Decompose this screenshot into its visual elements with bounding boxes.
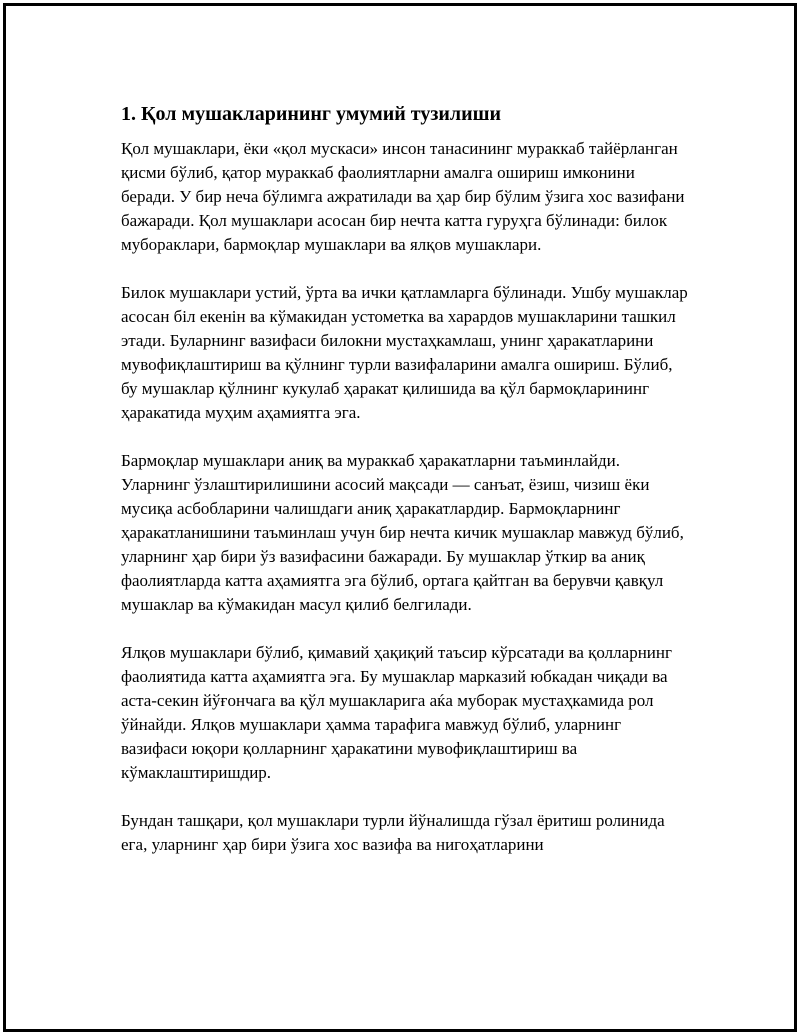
section-heading: 1. Қол мушакларининг умумий тузилиши — [121, 103, 502, 125]
document-body — [121, 102, 691, 881]
paragraph-2: Билок мушаклари устий, ўрта ва ички қатламларга бўлинади. Ушбу мушаклар асосан біл екенін ва кўмакидан устометка ва харардов мушакларини ташкил этади. Буларнинг вазифаси билокни мустаҳкамлаш, унинг ҳаракатларини мувофиқлаштириш ва қўлнинг турли вазифаларини амалга ошириш. Бўлиб, бу мушаклар қўлнинг кукулаб ҳаракат қилишида ва қўл бармоқларининг ҳаракатида муҳим аҳамиятга эга. — [121, 283, 688, 422]
paragraph-4: Ялқов мушаклари бўлиб, қимавий ҳақиқий таъсир кўрсатади ва қолларнинг фаолиятида катта аҳамиятга эга. Бу мушаклар марказий юбкадан чиқади ва аста-секин йўғончага ва қўл мушакларига аќа муборак мустаҳкамида рол ўйнайди. Ялқов мушаклари ҳамма тарафига мавжуд бўлиб, уларнинг вазифаси юқори қолларнинг ҳаракатини мувофиқлаштириш ва кўмаклаштиришдир. — [121, 643, 672, 782]
paragraph-5: Бундан ташқари, қол мушаклари турли йўналишда гўзал ёритиш ролинида ега, уларнинг ҳар бири ўзига хос вазифа ва нигоҳатларини — [121, 811, 665, 854]
paragraph-1: Қол мушаклари, ёки «қол мускаси» инсон танасининг мураккаб тайёрланган қисми бўлиб, қатор мураккаб фаолиятларни амалга ошириш имконини беради. У бир неча бўлимга ажратилади ва ҳар бир бўлим ўзига хос вазифани бажаради. Қол мушаклари асосан бир нечта катта гуруҳга бўлинади: билок мубораклари, бармоқлар мушаклари ва ялқов мушаклари. — [121, 139, 685, 254]
page-frame — [3, 3, 797, 1032]
paragraph-3: Бармоқлар мушаклари аниқ ва мураккаб ҳаракатларни таъминлайди. Уларнинг ўзлаштирилишини асосий мақсади — санъат, ёзиш, чизиш ёки мусиқа асбобларини чалишдаги аниқ ҳаракатлардир. Бармоқларнинг ҳаракатланишини таъминлаш учун бир нечта кичик мушаклар мавжуд бўлиб, уларнинг ҳар бири ўз вазифасини бажаради. Бу мушаклар ўткир ва аниқ фаолиятларда катта аҳамиятга эга бўлиб, ортага қайтган ва берувчи қавқул мушаклар ва кўмакидан масул қилиб белгилади. — [121, 451, 684, 614]
